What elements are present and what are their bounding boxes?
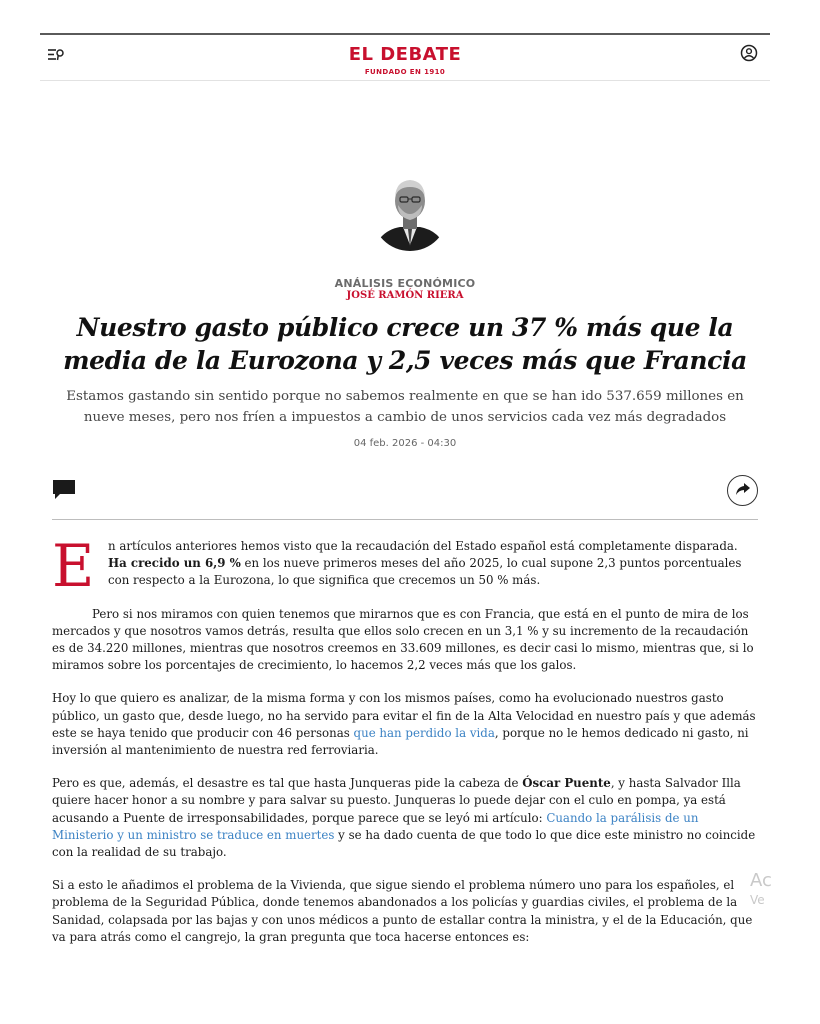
watermark-line: Ac [750,870,772,891]
share-button[interactable] [727,475,758,506]
section-label[interactable]: ANÁLISIS ECONÓMICO [334,277,476,290]
activation-watermark [750,870,772,907]
paragraph [52,690,758,759]
paragraph-text: n artículos anteriores hemos visto que la recaudación del Estado español está completamente disparada. [108,539,738,553]
paragraph-text: Hoy lo que quiero es analizar, de la misma forma y con los mismos países, como ha evolucionado nuestros gasto público, un gasto que, desde luego, no ha servido para evitar el fin de la Alta Velocidad en nuestro país y que además este se haya tenido que producir con 46 personas [52,691,756,740]
article-body [52,532,758,962]
paragraph-text: Pero si nos miramos con quien tenemos que mirarnos que es con Francia, que está en el punto de mira de los mercados y que nosotros vamos detrás, resulta que ellos solo crecen en un 3,1 % y su incremento de la recaudación es de 34.220 millones, mientras que nosotros creemos en 33.609 millones, es decir casi lo mismo, mientras que, si lo miramos sobre los porcentajes de crecimiento, lo hacemos 2,2 veces más que los galos. [52,606,754,673]
share-icon [735,481,751,500]
paragraph-text: y se ha dado cuenta de que todo lo que dice este ministro no coincide con la realidad de su trabajo. [52,827,756,860]
author-name[interactable]: JOSÉ RAMÓN RIERA [346,290,464,301]
article-link[interactable]: Cuando la parálisis de un Ministerio y un ministro se traduce en muertes [52,810,699,842]
paragraph-text: Pero es que, además, el desastre es tal que hasta Junqueras pide la cabeza de [52,776,523,791]
site-logo[interactable]: EL DEBATE [348,44,462,65]
watermark-line: Ve [750,893,765,907]
comment-icon[interactable] [52,479,76,501]
paragraph [52,877,758,946]
article-subheadline: Estamos gastando sin sentido porque no sabemos realmente en que se han ido 537.659 millones en nueve meses, pero nos fríen a impuestos a cambio de unos servicios cada vez más degradados [66,389,744,425]
user-account-icon[interactable] [740,44,758,62]
paragraph-text: en los nueve primeros meses del año 2025, lo cual supone 2,3 puntos porcentuales con respecto a la Eurozona, lo que significa que crecemos un 50 % más. [108,556,742,588]
article-link[interactable]: que han perdido la vida [353,725,495,740]
paragraph [52,775,758,861]
drop-cap: E [52,532,95,600]
article-headline: Nuestro gasto público crece un 37 % más que la media de la Eurozona y 2,5 veces más que Francia [63,313,747,375]
publish-date: 04 feb. 2026 - 04:30 [353,438,457,449]
site-header [40,35,770,81]
paragraph [52,532,758,600]
divider [52,519,758,520]
paragraph-text: , porque no le hemos dedicado ni gasto, ni inversión al mantenimiento de nuestra red ferroviaria. [52,725,749,758]
page-frame [40,33,770,963]
paragraph-text: Si a esto le añadimos el problema de la Vivienda, que sigue siendo el problema número uno para los españoles, el problema de la Seguridad Pública, donde tenemos abandonados a los policías y guardias civiles, el problema de la Sanidad, colapsada por las bajas y con unos médicos a punto de estallar contra la ministra, y el de la Educación, que va para atrás como el cangrejo, la gran pregunta que toca hacerse entonces es: [52,878,753,944]
paragraph-text: , y hasta Salvador Illa quiere hacer honor a su nombre y para salvar su puesto. Junqueras lo puede dejar con el culo en pompa, ya está acusando a Puente de irresponsabilidades, porque parece que se leyó mi artículo: [52,776,741,825]
paragraph [52,606,758,675]
logo-tagline: FUNDADO EN 1910 [364,68,446,76]
bold-text: Ha crecido un 6,9 % [108,556,241,571]
author-photo [370,163,450,253]
bold-text: Óscar Puente [522,776,611,791]
